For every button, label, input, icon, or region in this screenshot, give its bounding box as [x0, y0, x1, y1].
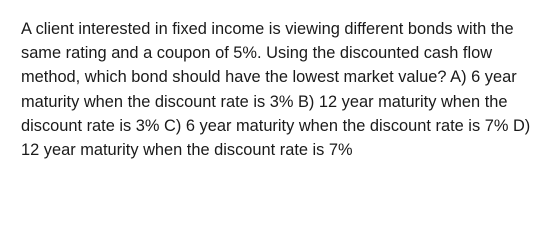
question-text: A client interested in fixed income is viewing different bonds with the same rating and a coupon of 5%. Using the discounted cash flow method, which bond should have the lowest market value? A) 6 year maturity when the discount rate is 3% B) 12 year maturity when the discount rate is 3% C) 6 year maturity when the discount rate is 7% D) 12 year maturity when the discount rate is 7% — [21, 20, 531, 160]
